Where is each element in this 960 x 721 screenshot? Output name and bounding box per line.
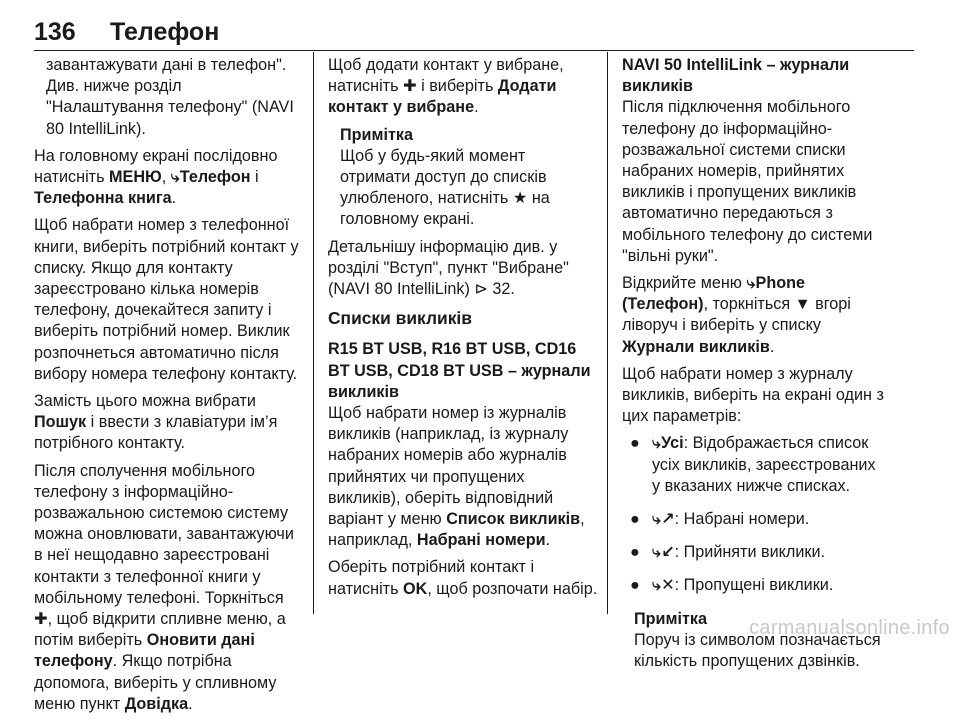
bullet-icon: ● [630, 510, 640, 529]
page-header [34, 18, 219, 50]
list-item: ● ⤷↙: Прийняти виклики. [622, 542, 888, 563]
paragraph-search: Замість цього можна вибрати Пошук і ввести з клавіатури ім’я потрібного контакту. [34, 392, 278, 453]
phone-icon: ⤷ [746, 274, 756, 293]
column-3 [622, 55, 888, 672]
list-item: ● ⤷↗: Набрані номери. [622, 509, 888, 530]
options-list [622, 433, 888, 596]
plus-icon: ✚ [403, 77, 417, 96]
paragraph-update: Після сполучення мобільного телефону з інформаційно-розважальною системою систему можна оновлювати, завантажуючи в неї нещодавно зареєстровані контакти з телефонної книги у мобільному телефоні. Торкніться ✚, щоб відкрити спливне меню, а потім виберіть Оновити дані телефону. Якщо потрібна допомога, виберіть у спливному меню пункт Довідка. [34, 461, 294, 713]
phone-icon: ⤷ [170, 168, 180, 187]
list-item: ● ⤷✕: Пропущені виклики. [622, 575, 888, 596]
note-label: Примітка [340, 125, 413, 144]
missed-calls-icon: ⤷✕ [652, 576, 675, 595]
header-rule [34, 50, 914, 51]
all-calls-icon: ⤷ [652, 434, 662, 453]
bullet-icon: ● [630, 543, 640, 562]
section-heading: Списки викликів [328, 308, 472, 329]
column-divider-1 [313, 52, 314, 614]
paragraph-call-lists: Щоб набрати номер із журналів викликів (наприклад, із журналу набраних номерів або журналів прийнятих чи пропущених викликів), оберіть відповідний варіант у меню Список викликів, наприклад, Набрані номери. [328, 404, 585, 550]
received-calls-icon: ⤷↙ [652, 543, 675, 562]
page-number: 136 [34, 18, 76, 46]
note-block [328, 125, 598, 231]
subsection-heading: R15 BT USB, R16 BT USB, CD16 BT USB, CD18 BT USB – журнали викликів [328, 340, 591, 401]
paragraph-add-favourite: Щоб додати контакт у вибране, натисніть ✚ і виберіть Додати контакт у вибране. [328, 56, 564, 117]
watermark: carmanualsonline.info [749, 617, 950, 639]
note-text: Поруч із символом позначається кількість пропущених дзвінків. [634, 630, 881, 671]
paragraph-auto-transfer: Після підключення мобільного телефону до інформаційно-розважальної системи списки набраних номерів, прийнятих викликів і пропущених викликів автоматично передаються з мобільного телефону до системи "вільні руки". [622, 98, 873, 265]
paragraph-select-contact: Оберіть потрібний контакт і натисніть OK, щоб розпочати набір. [328, 558, 598, 598]
page-title: Телефон [110, 18, 220, 46]
paragraph-reference: Детальнішу інформацію див. у розділі "Вступ", пункт "Вибране" (NAVI 80 IntelliLink) ⊳ 32. [328, 237, 569, 299]
bullet-icon: ● [630, 576, 640, 595]
bullet-icon: ● [630, 434, 640, 453]
paragraph-phonebook-nav: На головному екрані послідовно натисніть МЕНЮ, ⤷Телефон і Телефонна книга. [34, 146, 278, 208]
column-divider-2 [607, 52, 608, 614]
column-2 [328, 55, 598, 606]
paragraph-choose-option: Щоб набрати номер з журналу викликів, виберіть на екрані один з цих параметрів: [622, 364, 884, 426]
triangle-down-icon: ▼ [794, 295, 811, 314]
paragraph-open-menu: Відкрийте меню ⤷Phone (Телефон), торкніться ▼ вгорі ліворуч і виберіть у списку Журнали викликів. [622, 274, 851, 356]
note-label: Примітка [634, 609, 707, 628]
column-1 [34, 55, 302, 721]
star-icon: ★ [512, 189, 528, 208]
page-reference-icon: ⊳ [474, 280, 488, 299]
subsection-heading: NAVI 50 IntelliLink – журнали викликів [622, 56, 850, 96]
dialled-calls-icon: ⤷↗ [652, 510, 675, 529]
plus-icon: ✚ [34, 610, 48, 629]
note-text: Щоб у будь-який момент отримати доступ до списків улюбленого, натисніть ★ на головному екрані. [340, 146, 550, 229]
list-item: ● ⤷Усі: Відображається список усіх викликів, зареєстрованих у вказаних нижче списках. [630, 434, 876, 495]
paragraph-dial-contact: Щоб набрати номер з телефонної книги, виберіть потрібний контакт у списку. Якщо для контакту зареєстровано кілька номерів телефону, дочекайтеся запиту і виберіть потрібний номер. Виклик розпочнеться автоматично після вибору номера телефону контакту. [34, 216, 299, 383]
paragraph-continuation: завантажувати дані в телефон". Див. нижче розділ "Налаштування телефону" (NAVI 80 IntelliLink). [46, 56, 294, 138]
